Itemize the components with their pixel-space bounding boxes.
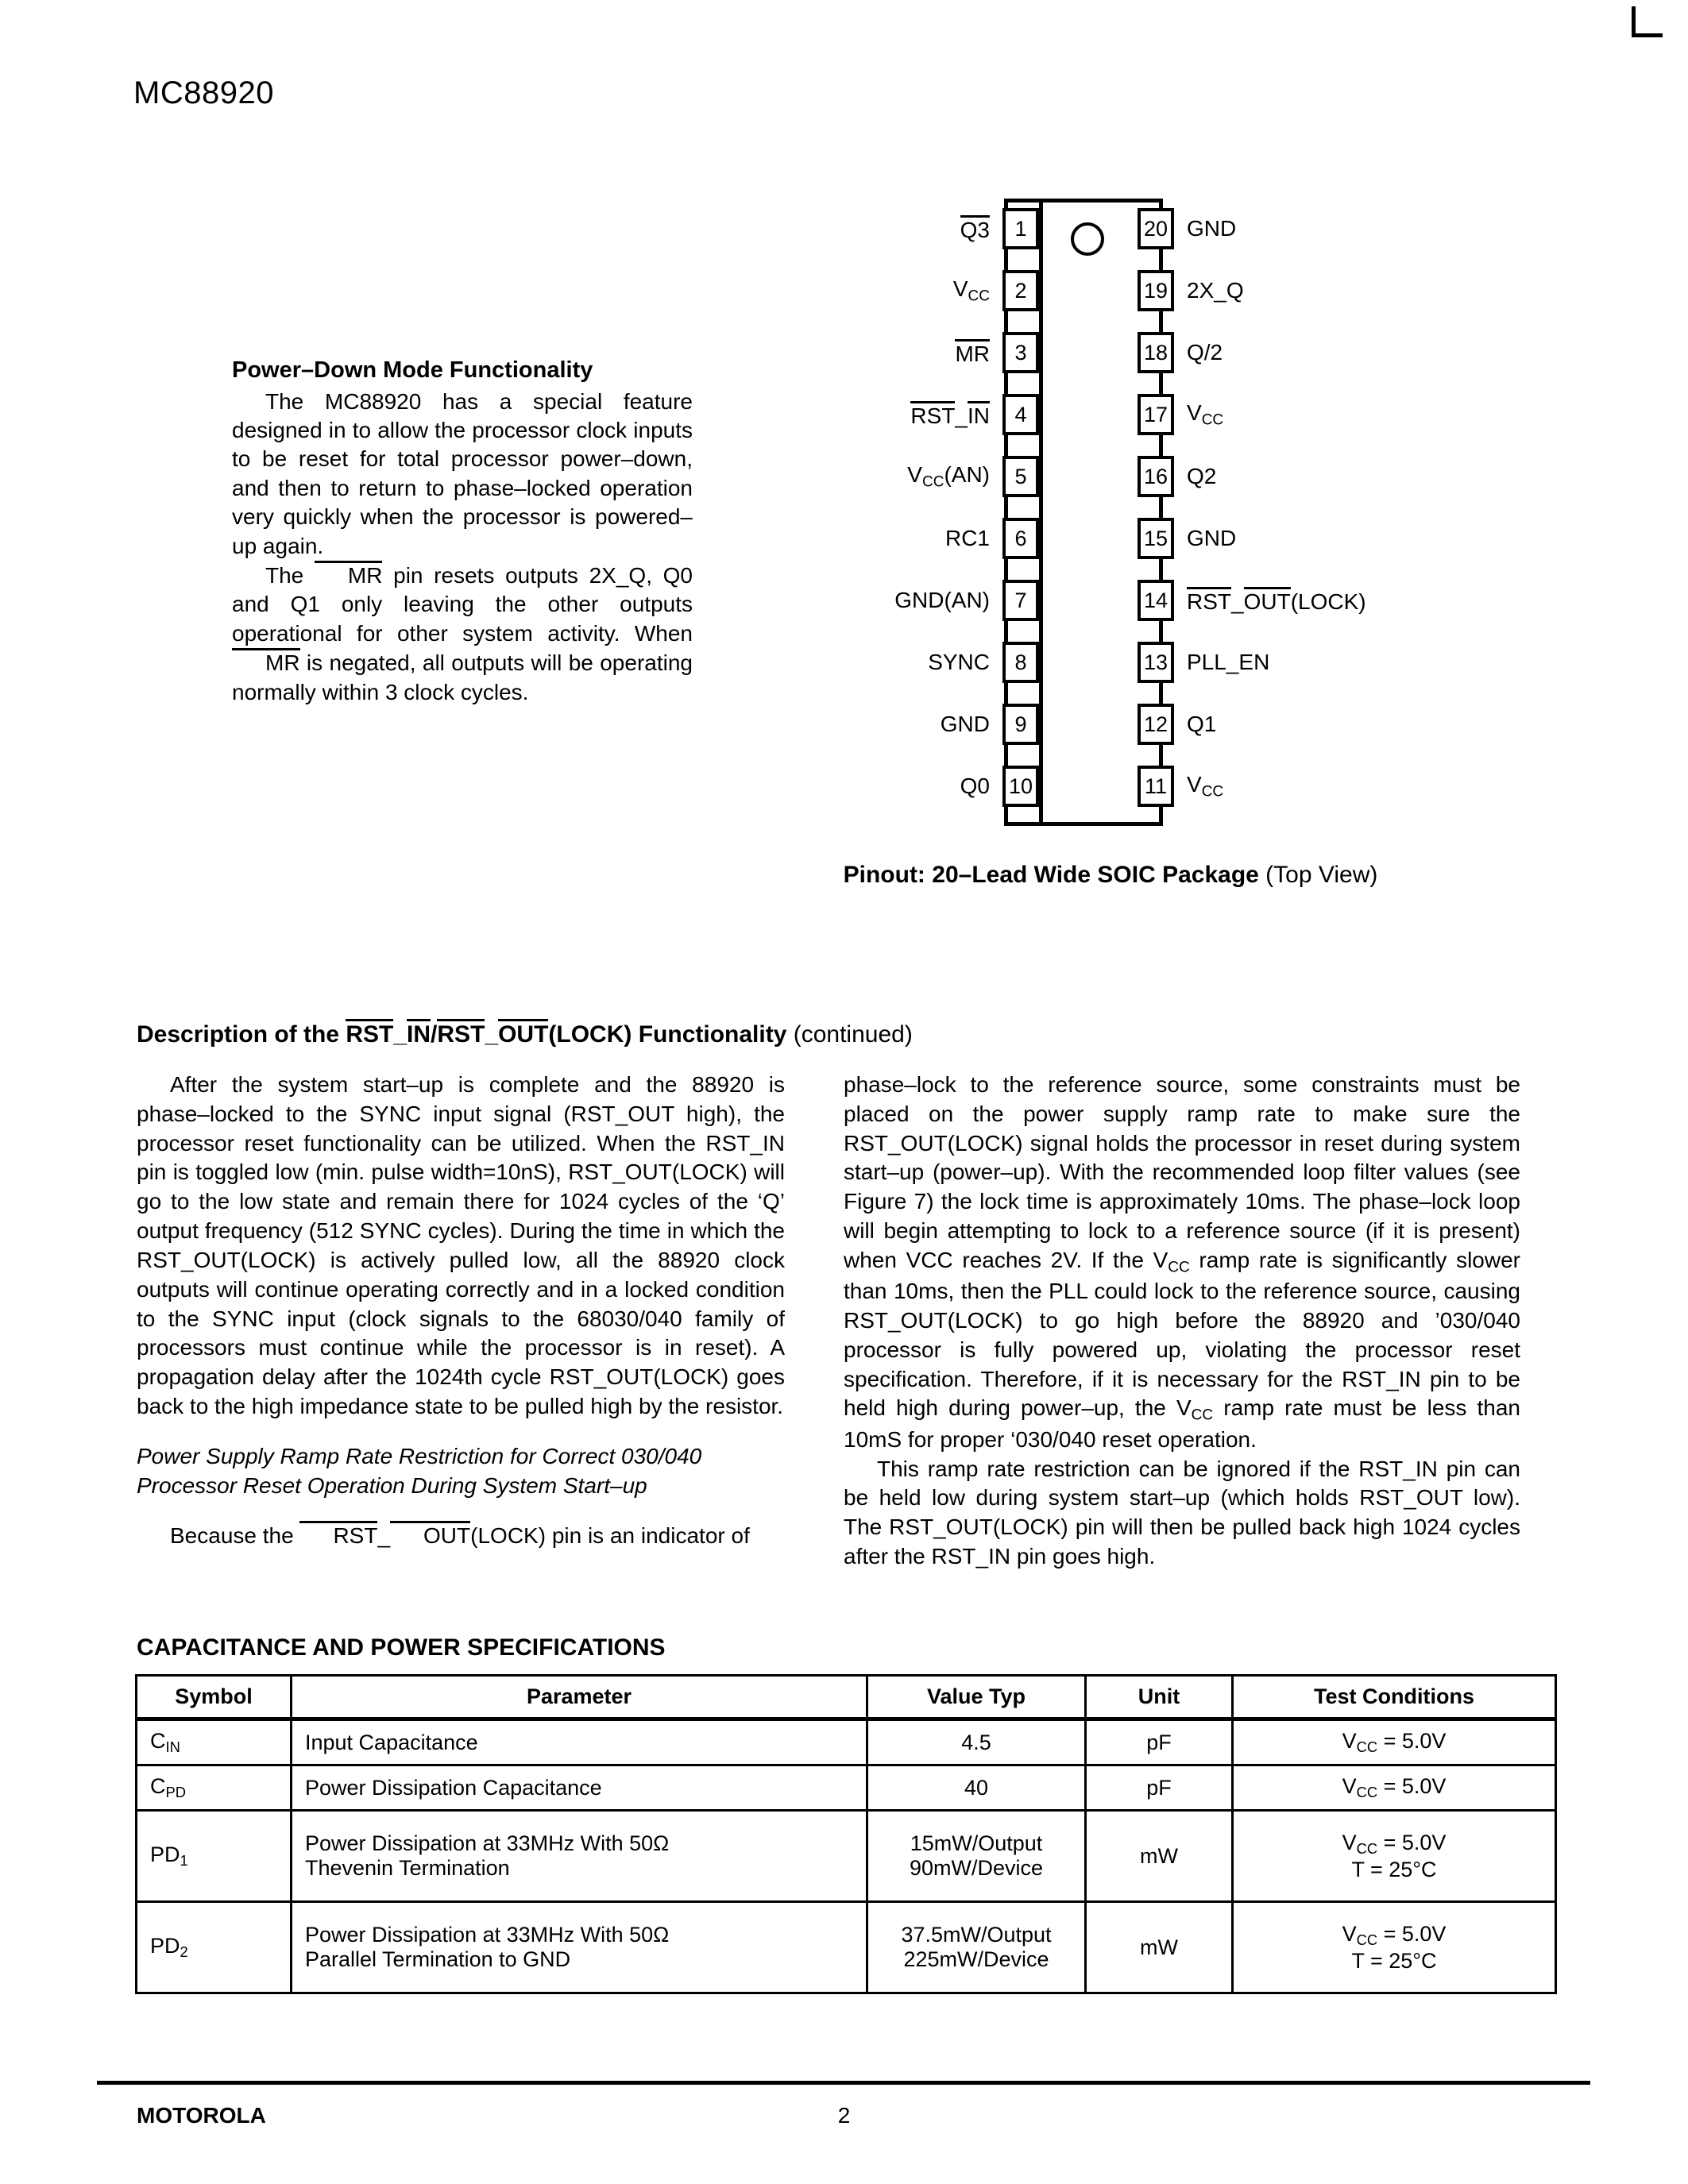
description-right-column xyxy=(844,1071,1520,1572)
pin-number-5: 5 xyxy=(1002,456,1039,497)
pin-row-5 xyxy=(842,456,1039,497)
cell-symbol: $PD_1$ xyxy=(137,1811,292,1902)
footer-company: MOTOROLA xyxy=(137,2103,266,2128)
power-down-paragraph-1: The MC88920 has a special feature designed in to allow the processor clock inputs to be reset for total processor power–down, and then to return to phase–locked operation very quickly when the processor is powered–up again. xyxy=(232,388,693,558)
pin-number-10: 10 xyxy=(1002,766,1039,807)
pin-row-8 xyxy=(842,642,1039,683)
chip-notch-line xyxy=(1039,199,1043,826)
rst-out-overbar-2: OUT xyxy=(498,1019,548,1048)
pin-row-15 xyxy=(1138,518,1368,559)
power-down-section xyxy=(232,356,693,707)
power-down-paragraph-2: The MR pin resets outputs 2X_Q, Q0 and Q1 only leaving the other outputs operational for other system activity. When MR is negated, all outputs will be operating normally within 3 clock cycles. xyxy=(232,561,693,707)
pin-label-19: 2X_Q xyxy=(1187,278,1244,303)
paragraph-spacer-2 xyxy=(137,1500,785,1521)
table-header-symbol: Symbol xyxy=(137,1676,292,1719)
cell-test-conditions: $V_{CC} = 5.0V$ T = 25°C xyxy=(1233,1811,1556,1902)
pin-row-6 xyxy=(842,518,1039,559)
pinout-diagram xyxy=(842,189,1366,840)
description-left-column xyxy=(137,1071,785,1551)
pin-label-20: GND xyxy=(1187,216,1237,241)
pin-number-18: 18 xyxy=(1138,332,1174,373)
description-right-paragraph-2: This ramp rate restriction can be ignored if the RST_IN pin can be held low during system start–up (which holds RST_OUT low). The RST_OUT(LOCK) pin will then be pulled back high 1024 cycles after the RST_IN pin goes high. xyxy=(844,1456,1520,1569)
power-down-heading: Power–Down Mode Functionality xyxy=(232,357,593,383)
cell-unit: pF xyxy=(1086,1719,1233,1765)
cell-symbol: $C_{PD}$ xyxy=(137,1765,292,1811)
cell-value: 40 xyxy=(867,1765,1086,1811)
pinout-caption-bold: Pinout: 20–Lead Wide SOIC Package xyxy=(843,862,1259,888)
pin-row-10 xyxy=(842,766,1039,807)
pin-number-13: 13 xyxy=(1138,642,1174,683)
pin-label-14: RST_OUT(LOCK) xyxy=(1187,587,1366,615)
table-header-unit: Unit xyxy=(1086,1676,1233,1719)
cell-symbol: $C_{IN}$ xyxy=(137,1719,292,1765)
pin-label-12: Q1 xyxy=(1187,712,1217,736)
pin-row-14 xyxy=(1138,580,1368,621)
table-header-test-conditions: Test Conditions xyxy=(1233,1676,1556,1719)
description-heading-continued: (continued) xyxy=(786,1021,913,1048)
pin-row-1 xyxy=(842,208,1039,249)
pin-row-20 xyxy=(1138,208,1368,249)
pin-row-19 xyxy=(1138,270,1368,311)
rst-in-overbar-1: RST xyxy=(346,1019,393,1048)
pin-number-11: 11 xyxy=(1138,766,1174,807)
table-row xyxy=(137,1719,1556,1765)
pin-row-18 xyxy=(1138,332,1368,373)
cell-parameter: Power Dissipation at 33MHz With 50Ω Thevenin Termination xyxy=(292,1811,867,1902)
pin-label-8: SYNC xyxy=(928,650,990,674)
pin-row-16 xyxy=(1138,456,1368,497)
pin-row-17 xyxy=(1138,394,1368,435)
pinout-caption xyxy=(809,862,1412,889)
pin-number-19: 19 xyxy=(1138,270,1174,311)
pinout-caption-normal: (Top View) xyxy=(1258,862,1378,888)
cell-test-conditions: $V_{CC} = 5.0V$ xyxy=(1233,1765,1556,1811)
paragraph-spacer xyxy=(137,1422,785,1442)
pin-number-12: 12 xyxy=(1138,704,1174,745)
pin-number-6: 6 xyxy=(1002,518,1039,559)
pin-label-7: GND(AN) xyxy=(894,588,990,612)
pin-row-11 xyxy=(1138,766,1368,807)
cell-test-conditions: $V_{CC} = 5.0V$ T = 25°C xyxy=(1233,1902,1556,1993)
table-header-value-typ: Value Typ xyxy=(867,1676,1086,1719)
pin-row-13 xyxy=(1138,642,1368,683)
page-title: MC88920 xyxy=(133,75,274,110)
cell-value: 15mW/Output 90mW/Device xyxy=(867,1811,1086,1902)
pin-label-18: Q/2 xyxy=(1187,340,1223,365)
pin-label-17: $V_{CC}$ xyxy=(1187,399,1224,429)
pin-row-2 xyxy=(842,270,1039,311)
cell-unit: mW xyxy=(1086,1902,1233,1993)
pin-row-3 xyxy=(842,332,1039,373)
spec-table-title: CAPACITANCE AND POWER SPECIFICATIONS xyxy=(137,1634,666,1661)
pin-number-15: 15 xyxy=(1138,518,1174,559)
pin-label-15: GND xyxy=(1187,526,1237,550)
pin1-indicator-dot-icon xyxy=(1071,222,1104,256)
cell-unit: pF xyxy=(1086,1765,1233,1811)
cell-value: 37.5mW/Output 225mW/Device xyxy=(867,1902,1086,1993)
pin-number-14: 14 xyxy=(1138,580,1174,621)
cell-parameter: Input Capacitance xyxy=(292,1719,867,1765)
pin-label-1: Q3 xyxy=(960,215,990,243)
pin-row-7 xyxy=(842,580,1039,621)
pin-label-5: $V_{CC}(AN)$ xyxy=(907,461,990,491)
rst-out-overbar-1: RST xyxy=(437,1019,485,1048)
pin-label-16: Q2 xyxy=(1187,464,1217,488)
pin-number-2: 2 xyxy=(1002,270,1039,311)
cell-parameter: Power Dissipation at 33MHz With 50Ω Parallel Termination to GND xyxy=(292,1902,867,1993)
description-left-paragraph-2: Because the RST_ OUT(LOCK) pin is an indicator of xyxy=(137,1521,785,1551)
cell-parameter: Power Dissipation Capacitance xyxy=(292,1765,867,1811)
table-header-parameter: Parameter xyxy=(292,1676,867,1719)
rst-out-overbar-body-1: RST xyxy=(299,1521,377,1547)
description-left-paragraph-1: After the system start–up is complete and the 88920 is phase–locked to the SYNC input signal (RST_OUT high), the processor reset functionality can be utilized. When the RST_IN pin is toggled low (min. pulse width=10nS), RST_OUT(LOCK) will go to the low state and remain there for 1024 cycles of the ‘Q’ output frequency (512 SYNC cycles). During the time in which the RST_OUT(LOCK) is actively pulled low, all the 88920 clock outputs will continue operating correctly and in a locked condition to the SYNC input (clock signals to the 68030/040 family of processors must continue while the processor is in reset). A propagation delay after the 1024th cycle RST_OUT(LOCK) goes back to the high impedance state to be pulled high by the resistor. xyxy=(137,1072,785,1418)
pin-number-3: 3 xyxy=(1002,332,1039,373)
mr-overbar-label: MR xyxy=(315,561,383,587)
mr-overbar-label-2: MR xyxy=(232,648,300,674)
footer-page-number: 2 xyxy=(837,2103,851,2128)
description-right-paragraph-1: phase–lock to the reference source, some constraints must be placed on the power supply ramp rate to make sure the RST_OUT(LOCK) signal holds the processor in reset during system start–up (power–up). With the recommended loop filter values (see Figure 7) the lock time is approximately 10ms. The phase–lock loop will begin attempting to lock to a reference source (if it is present) when VCC reaches 2V. If the $V_{CC}$ ramp rate is significantly slower than 10ms, then the PLL could lock to the reference source, causing RST_OUT(LOCK) to go high before the 88920 and ’030/040 processor is fully powered up, violating the processor reset specification. Therefore, if it is necessary for the RST_IN pin to be held high during power–up, the $V_{CC}$ ramp rate must be less than 10mS for proper ‘030/040 reset operation. xyxy=(844,1072,1521,1452)
rst-out-overbar-body-2: OUT xyxy=(390,1521,470,1547)
table-row xyxy=(137,1902,1556,1993)
pin-number-1: 1 xyxy=(1002,208,1039,249)
pin-row-9 xyxy=(842,704,1039,745)
pin-label-4: RST_IN xyxy=(910,401,990,429)
pin-row-4 xyxy=(842,394,1039,435)
cell-test-conditions: $V_{CC} = 5.0V$ xyxy=(1233,1719,1556,1765)
pin-number-4: 4 xyxy=(1002,394,1039,435)
ramp-rate-italic-heading: Power Supply Ramp Rate Restriction for Correct 030/040 Processor Reset Operation During System Start–up xyxy=(137,1443,702,1498)
pin-label-10: Q0 xyxy=(960,774,990,798)
pin-number-8: 8 xyxy=(1002,642,1039,683)
pin-label-3: MR xyxy=(955,339,990,367)
pin-number-17: 17 xyxy=(1138,394,1174,435)
pin-label-11: $V_{CC}$ xyxy=(1187,771,1224,801)
table-body xyxy=(137,1719,1556,1993)
pin-label-13: PLL_EN xyxy=(1187,650,1270,674)
rst-in-overbar-2: IN xyxy=(407,1019,431,1048)
description-heading: Description of the RST_IN/RST_OUT(LOCK) Functionality (continued) xyxy=(137,1019,913,1048)
pin-label-2: $V_{CC}$ xyxy=(952,276,990,305)
pin-number-9: 9 xyxy=(1002,704,1039,745)
cell-value: 4.5 xyxy=(867,1719,1086,1765)
cell-symbol: $PD_2$ xyxy=(137,1902,292,1993)
cell-unit: mW xyxy=(1086,1811,1233,1902)
pin-number-20: 20 xyxy=(1138,208,1174,249)
pin-number-16: 16 xyxy=(1138,456,1174,497)
table-header-row xyxy=(137,1676,1556,1719)
pin-number-7: 7 xyxy=(1002,580,1039,621)
pin-row-12 xyxy=(1138,704,1368,745)
footer-divider xyxy=(97,2081,1590,2085)
capacitance-power-spec-table xyxy=(135,1674,1557,1994)
crop-registration-mark xyxy=(1632,6,1663,37)
pin-label-9: GND xyxy=(940,712,990,736)
pin-label-6: RC1 xyxy=(944,526,990,550)
table-row xyxy=(137,1811,1556,1902)
table-row xyxy=(137,1765,1556,1811)
